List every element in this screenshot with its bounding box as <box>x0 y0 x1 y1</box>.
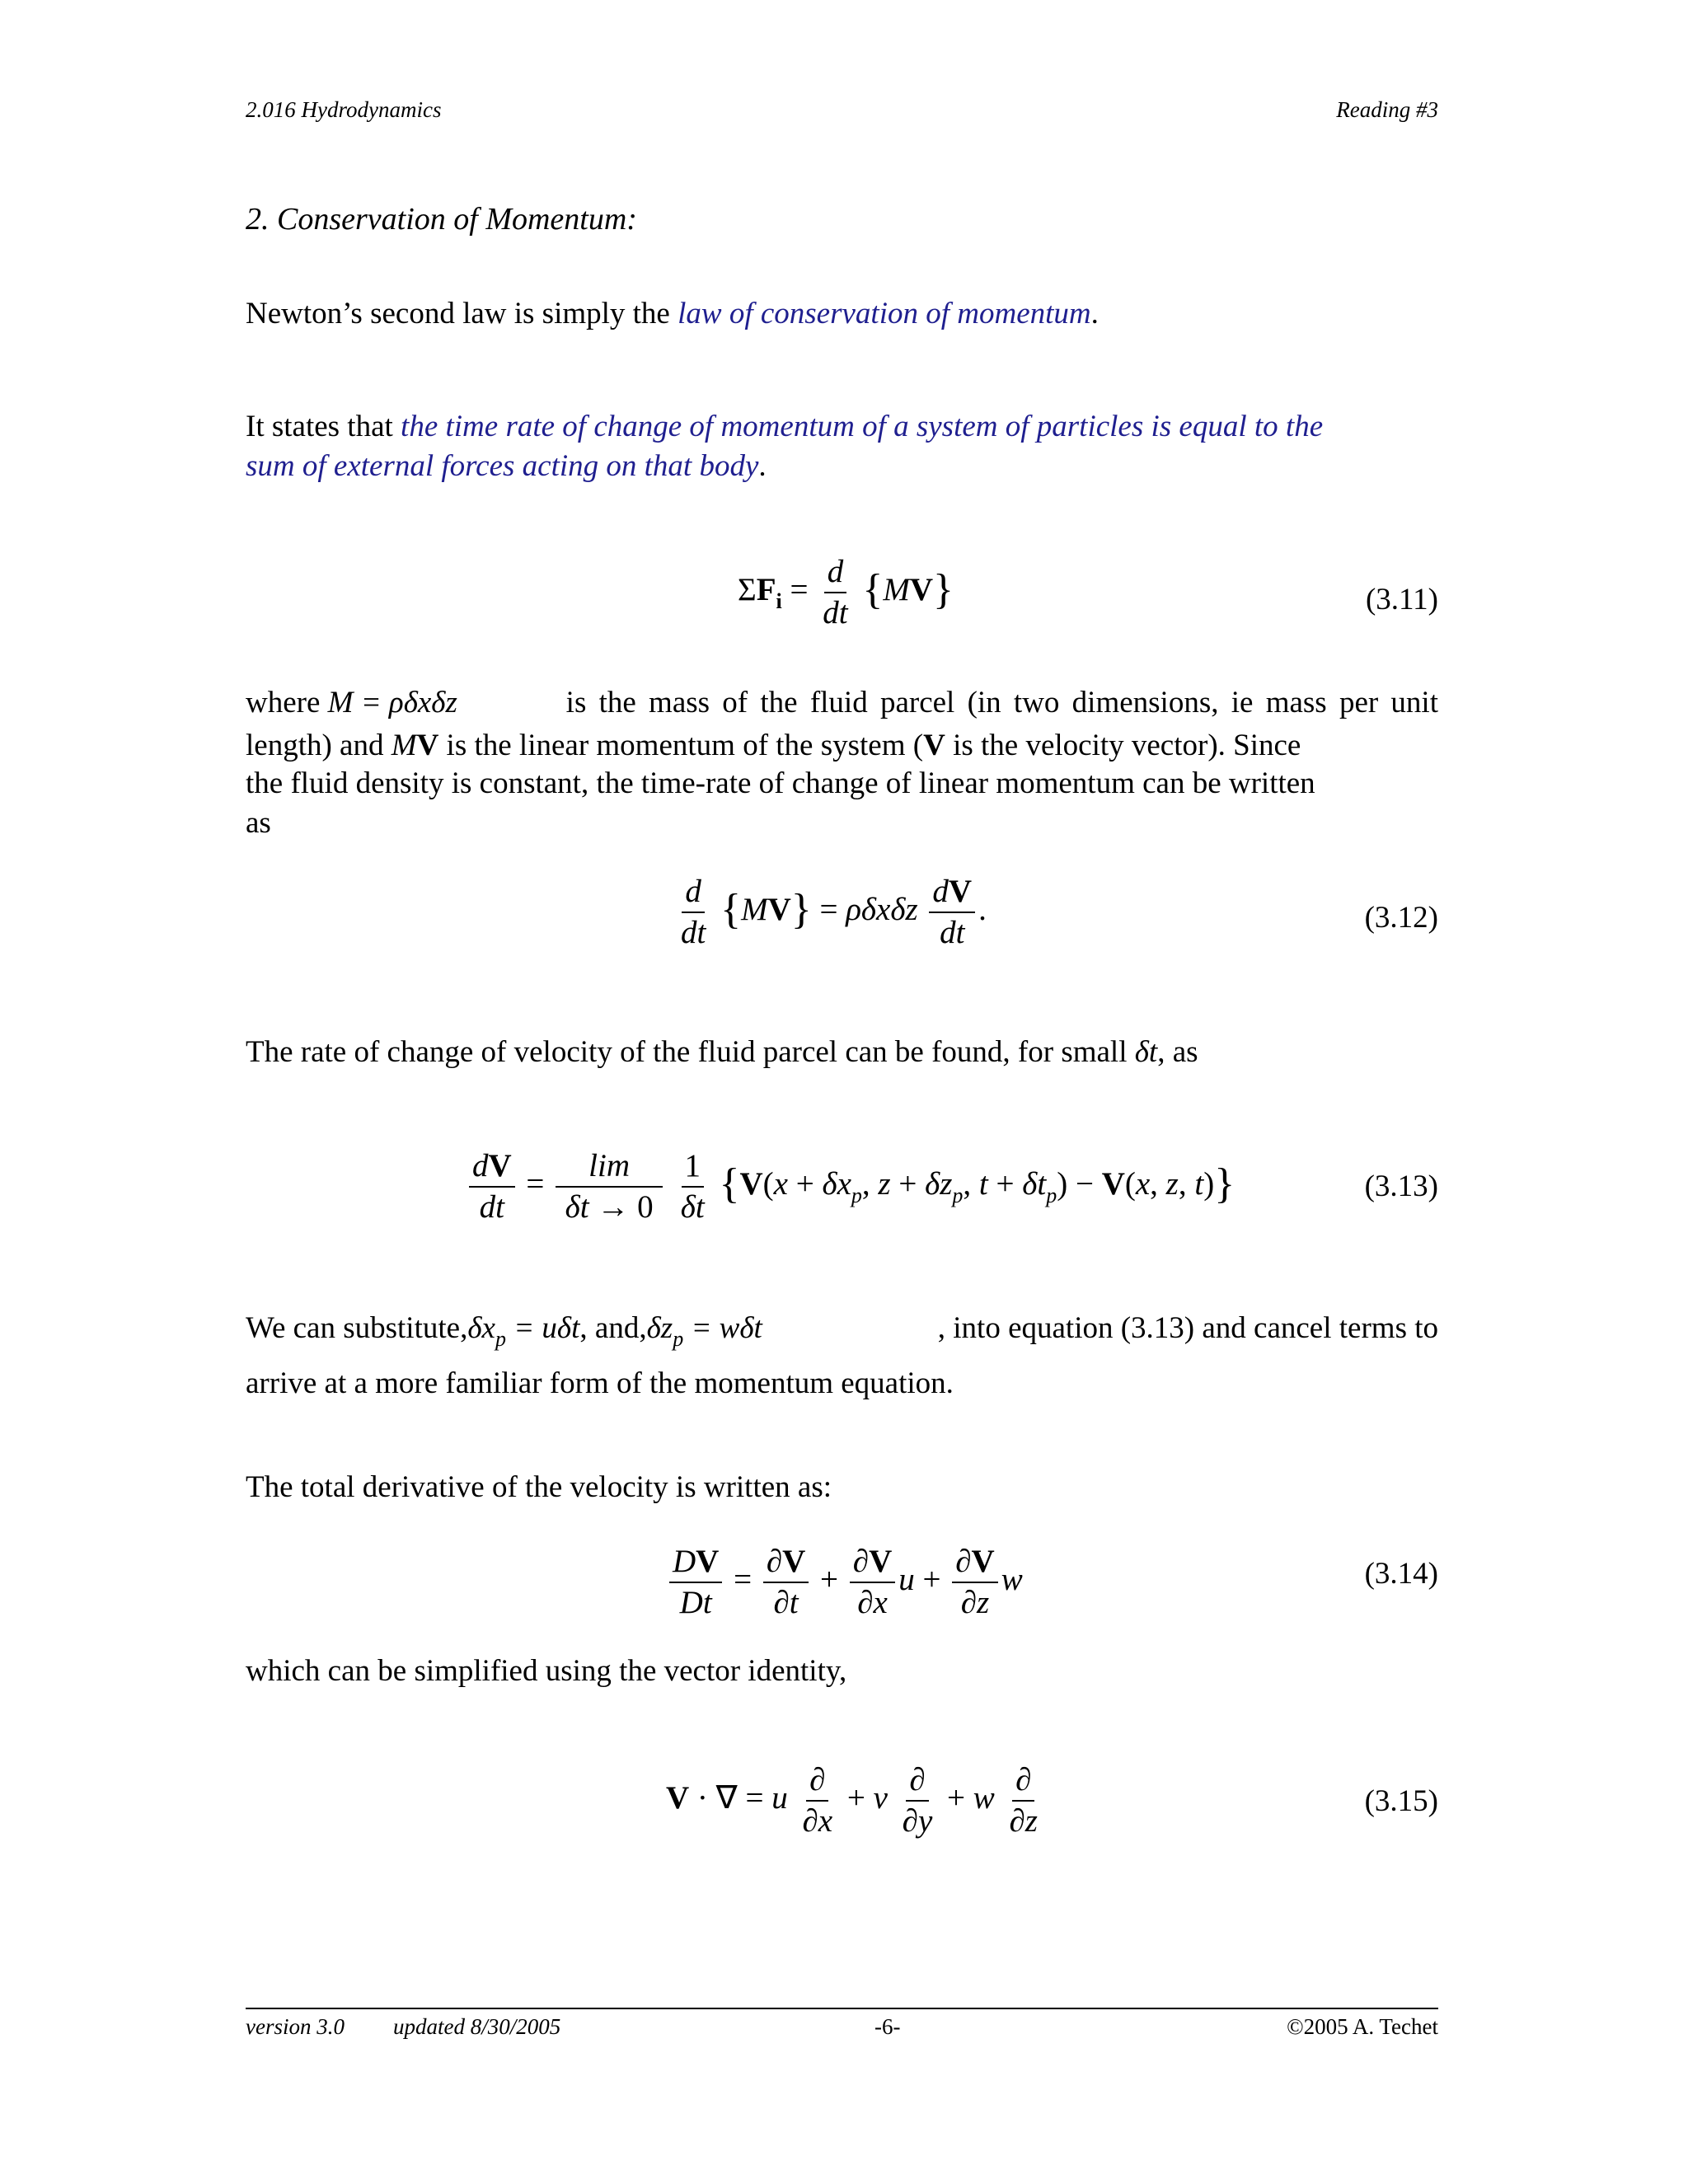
paragraph-statement <box>246 407 1438 486</box>
highlight-text: the time rate of change of momentum of a system of particles is equal to the <box>401 410 1324 443</box>
paragraph-text: as <box>246 806 271 840</box>
equation-3-14: $\frac{DV}{Dt}$ = $\frac{\partial V}{\partial t}$ + $\frac{\partial V}{\partial x}$ u + $\frac{\partial V}{\partial z}$ w <box>666 1544 1023 1621</box>
inline-math: M = ρδxδz <box>320 686 457 719</box>
equation-3-12: $\frac{d}{dt}$ {MV} = ρδxδz $\frac{dV}{dt}$ . <box>681 874 987 950</box>
paragraph-newton <box>246 294 1099 334</box>
paragraph-rate <box>246 1033 1198 1072</box>
inline-math: δt <box>1134 1035 1158 1069</box>
paragraph-text: We can substitute, <box>246 1311 468 1345</box>
equation-number: (3.12) <box>1364 901 1438 935</box>
paragraph-text: is the mass of the fluid parcel (in two dimensions, ie mass per unit <box>565 686 1438 719</box>
equation-3-15: V · ∇ = u $\frac{\partial}{\partial x}$ + v $\frac{\partial}{\partial y}$ + w $\frac{\partial}{\partial z}$ <box>666 1762 1038 1839</box>
header-reading: Reading #3 <box>1336 97 1438 122</box>
footer-updated: updated 8/30/2005 <box>393 2014 561 2039</box>
paragraph-text: is the linear momentum of the system ( <box>446 729 924 762</box>
inline-math: V <box>416 729 439 762</box>
paragraph-substitute <box>246 1309 1438 1404</box>
paragraph-mass <box>246 683 1438 843</box>
paragraph-text: is the velocity vector). Since <box>953 729 1301 762</box>
punctuation: . <box>1090 297 1099 330</box>
equation-number: (3.13) <box>1364 1169 1438 1203</box>
paragraph-text: Newton’s second law is simply the <box>246 297 678 330</box>
paragraph-text: The rate of change of velocity of the fluid parcel can be found, for small <box>246 1035 1128 1069</box>
paragraph-text: , and, <box>579 1311 647 1345</box>
inline-math: M <box>391 729 417 762</box>
paragraph-text: the fluid density is constant, the time-rate of change of linear momentum can be written <box>246 766 1315 800</box>
paragraph-vector-identity: which can be simplified using the vector identity, <box>246 1654 847 1688</box>
paragraph-text: arrive at a more familiar form of the momentum equation. <box>246 1366 954 1400</box>
paragraph-text: , as <box>1157 1035 1198 1069</box>
paragraph-text: length) and <box>246 729 384 762</box>
inline-math: $\delta z_p = w\delta t$ <box>646 1311 762 1351</box>
equation-number: (3.15) <box>1364 1784 1438 1818</box>
highlight-text: law of conservation of momentum <box>678 297 1091 330</box>
footer-divider <box>246 2008 1438 2009</box>
equation-number: (3.14) <box>1364 1557 1438 1591</box>
footer-copyright: ©2005 A. Techet <box>1287 2014 1438 2039</box>
footer-page-number: -6- <box>874 2014 901 2039</box>
footer-version: version 3.0 <box>246 2014 345 2039</box>
equation-number: (3.11) <box>1365 583 1438 616</box>
equation-3-13: $\frac{dV}{dt}$ = $\frac{\lim}{\delta t \to 0}$ $\frac{1}{\delta t}$ {$V(x + \delta x_p$, $z + \delta z_p$, $t + \delta t_p) - V(x$, z, t)} <box>466 1148 1235 1226</box>
inline-math: $\delta x_p = u\delta t$ <box>467 1311 580 1351</box>
paragraph-total-derivative: The total derivative of the velocity is written as: <box>246 1470 832 1504</box>
header-course: 2.016 Hydrodynamics <box>246 97 442 122</box>
section-title: 2. Conservation of Momentum: <box>246 202 637 237</box>
punctuation: . <box>758 449 767 483</box>
equation-3-11: $\Sigma F_i$ = $\frac{d}{dt}$ {MV} <box>738 554 954 630</box>
highlight-text: sum of external forces acting on that body <box>246 449 759 483</box>
paragraph-text: where <box>246 686 321 719</box>
paragraph-text: , into equation (3.13) and cancel terms to <box>937 1311 1438 1345</box>
paragraph-text: It states that <box>246 410 401 443</box>
inline-bold: V <box>923 729 945 762</box>
